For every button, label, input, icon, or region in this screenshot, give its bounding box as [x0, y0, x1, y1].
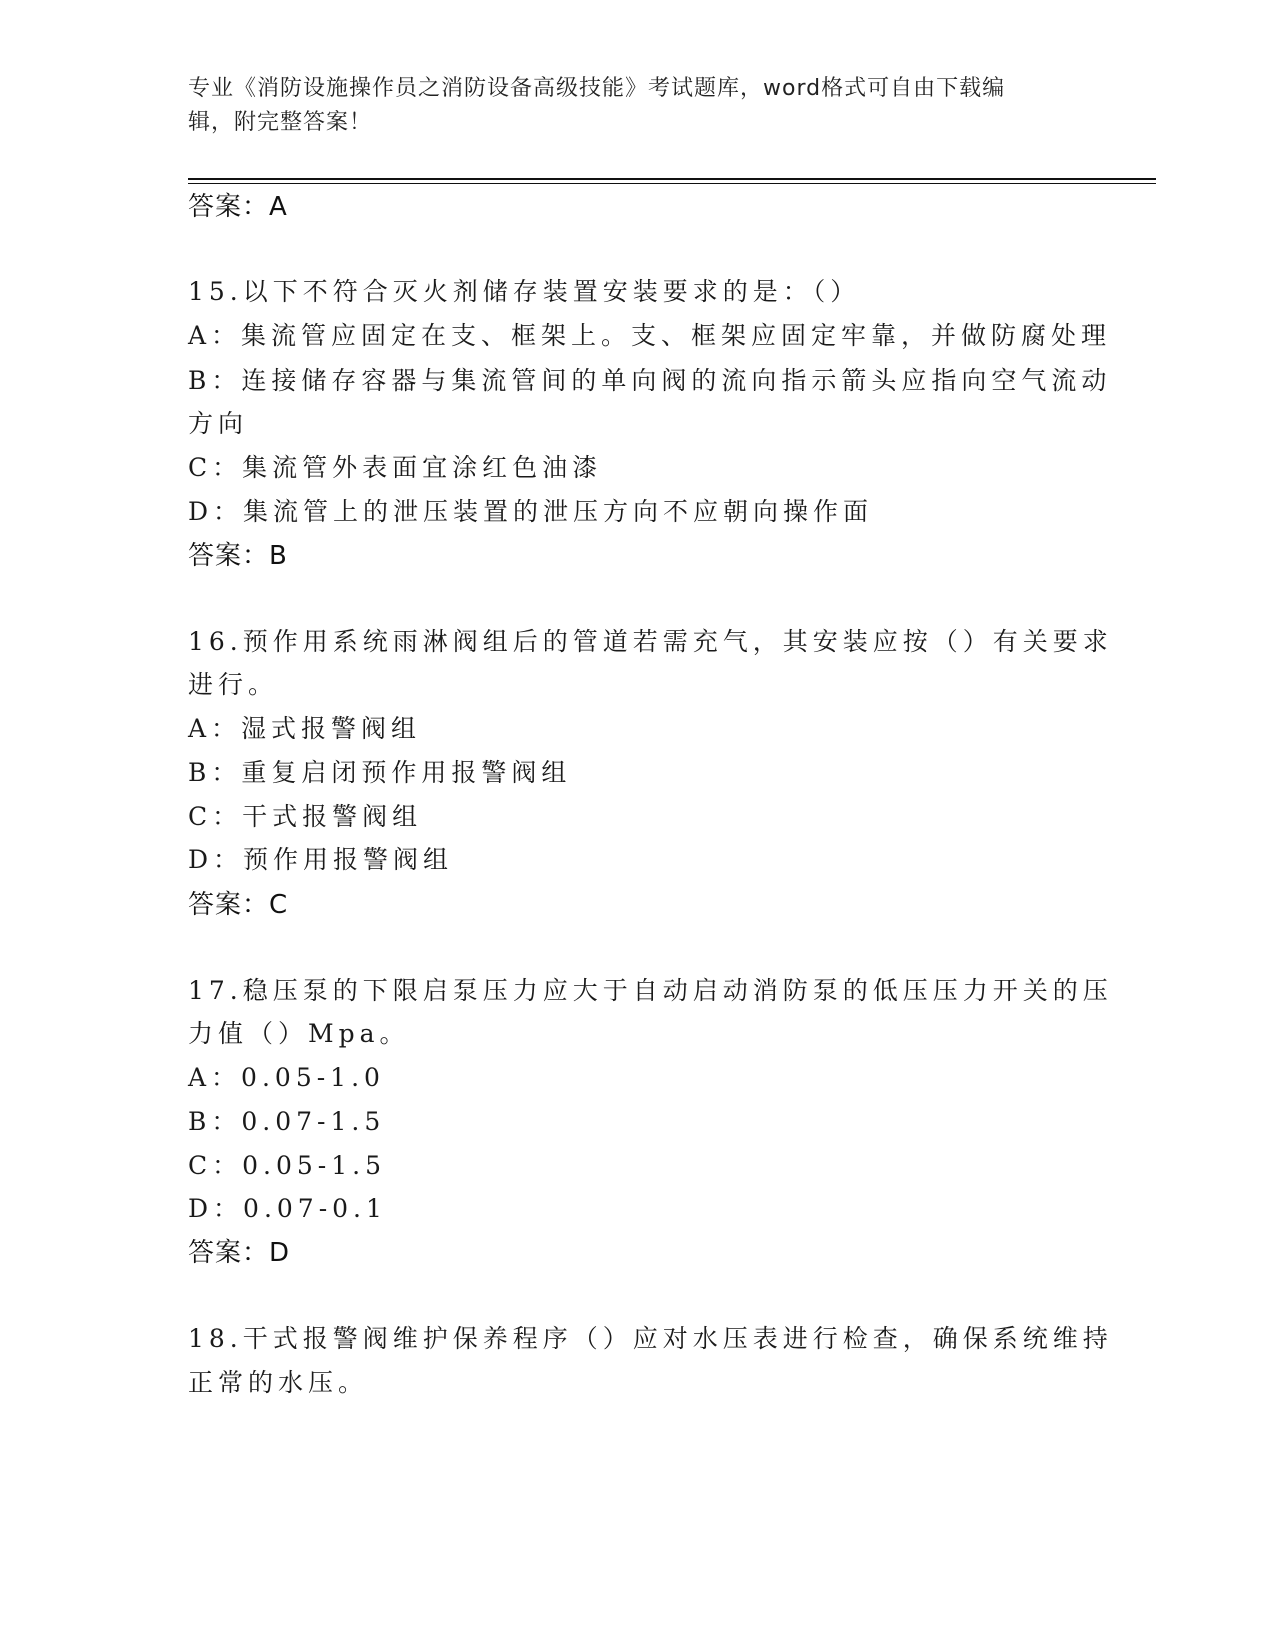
- header-line-2: 辑，附完整答案！: [188, 110, 373, 135]
- question-17-option-a: A：0.05-1.0: [188, 1063, 385, 1092]
- question-17-answer: 答案：D: [188, 1238, 291, 1268]
- header-rule-thick: [188, 178, 1156, 180]
- question-15-option-b-cont: 方向: [188, 409, 249, 438]
- header-rule-thin: [188, 183, 1156, 184]
- question-16-option-b: B：重复启闭预作用报警阀组: [188, 758, 572, 787]
- question-16-option-d: D：预作用报警阀组: [188, 845, 454, 874]
- question-17-stem: 17.稳压泵的下限启泵压力应大于自动启动消防泵的低压压力开关的压: [188, 976, 1113, 1005]
- question-15-option-a: A：集流管应固定在支、框架上。支、框架应固定牢靠，并做防腐处理: [188, 321, 1112, 350]
- question-16-answer: 答案：C: [188, 890, 289, 920]
- document-header: [188, 72, 1068, 140]
- question-17-option-b: B：0.07-1.5: [188, 1107, 386, 1136]
- question-18-stem: 18.干式报警阀维护保养程序（）应对水压表进行检查，确保系统维持: [188, 1324, 1113, 1353]
- question-17-option-c: C：0.05-1.5: [188, 1151, 386, 1180]
- header-line-1: 专业《消防设施操作员之消防设备高级技能》考试题库，word格式可自由下载编: [188, 76, 1006, 101]
- question-16-option-a: A：湿式报警阀组: [188, 714, 422, 743]
- question-17-option-d: D：0.07-0.1: [188, 1194, 387, 1223]
- question-16-option-c: C：干式报警阀组: [188, 802, 423, 831]
- question-15-answer: 答案：B: [188, 541, 288, 571]
- question-15-stem: 15.以下不符合灭火剂储存装置安装要求的是：（）: [188, 277, 861, 306]
- question-17-stem-cont: 力值（）Mpa。: [188, 1019, 410, 1048]
- question-16-stem-cont: 进行。: [188, 670, 279, 699]
- question-15-option-c: C：集流管外表面宜涂红色油漆: [188, 453, 603, 482]
- question-16-stem: 16.预作用系统雨淋阀组后的管道若需充气，其安装应按（）有关要求: [188, 627, 1113, 656]
- question-15-option-d: D：集流管上的泄压装置的泄压方向不应朝向操作面: [188, 497, 874, 526]
- previous-answer: 答案：A: [188, 192, 288, 222]
- question-18-stem-cont: 正常的水压。: [188, 1368, 369, 1397]
- question-15-option-b: B：连接储存容器与集流管间的单向阀的流向指示箭头应指向空气流动: [188, 366, 1112, 395]
